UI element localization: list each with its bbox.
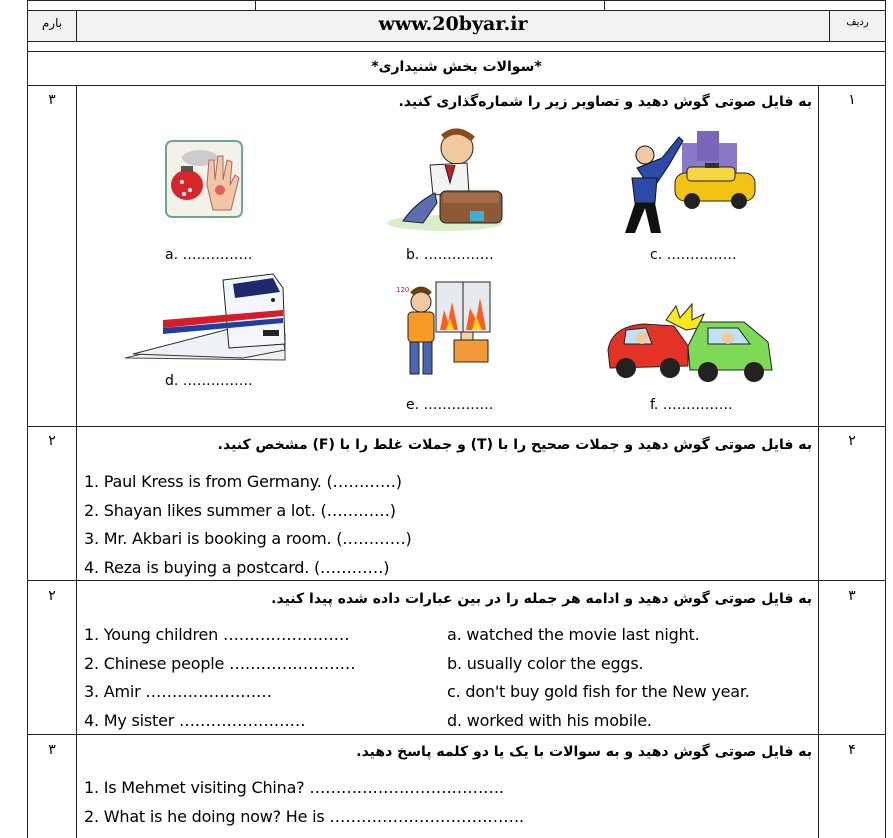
q2-item-2: 2. Shayan likes summer a lot. (…………) — [84, 501, 396, 520]
q3-score: ۲ — [48, 588, 56, 604]
pic-b-label: b. …………… — [406, 247, 494, 263]
man-calling-taxi-icon — [617, 123, 757, 238]
q1-number: ۱ — [848, 92, 856, 108]
q4-item-2: 2. What is he doing now? He is ………………………………. — [84, 807, 524, 826]
q1-score: ۳ — [48, 92, 56, 108]
q3-instruction: به فایل صوتی گوش دهید و ادامه هر جمله را در بین عبارات داده شده پیدا کنید. — [271, 591, 812, 607]
q3-left-2: 2. Chinese people …………………… — [84, 654, 356, 673]
q2-instruction: به فایل صوتی گوش دهید و جملات صحیح را با (T) و جملات غلط را با (F) مشخص کنید. — [217, 437, 812, 453]
man-phoning-fire-icon — [396, 280, 494, 380]
q3-left-3: 3. Amir …………………… — [84, 682, 272, 701]
q3-left-1: 1. Young children …………………… — [84, 625, 350, 644]
q4-item-1: 1. Is Mehmet visiting China? ………………………………. — [84, 778, 504, 797]
q2-score: ۲ — [48, 433, 56, 449]
burned-hand-kettle-icon — [165, 140, 243, 218]
section-title: *سوالات بخش شنیداری* — [371, 59, 542, 75]
q3-right-a: a. watched the movie last night. — [447, 625, 700, 644]
barom-header: بارم — [41, 16, 63, 30]
q2-number: ۲ — [848, 433, 856, 449]
q2-item-3: 3. Mr. Akbari is booking a room. (…………) — [84, 529, 412, 548]
q4-instruction: به فایل صوتی گوش دهید و به سوالات با یک یا دو کلمه پاسخ دهید. — [356, 744, 812, 760]
q1-instruction: به فایل صوتی گوش دهید و تصاویر زیر را شماره‌گذاری کنید. — [398, 94, 812, 110]
pic-f-label: f. …………… — [650, 397, 733, 413]
q3-right-d: d. worked with his mobile. — [447, 711, 652, 730]
q3-number: ۳ — [848, 588, 856, 604]
pic-c-label: c. …………… — [650, 247, 737, 263]
q3-left-4: 4. My sister …………………… — [84, 711, 306, 730]
train-icon — [123, 270, 287, 362]
q3-right-b: b. usually color the eggs. — [447, 654, 644, 673]
pic-d-label: d. …………… — [165, 373, 253, 389]
website-title: www.20byar.ir — [378, 13, 528, 35]
q4-number: ۴ — [848, 742, 856, 758]
pic-a-label: a. …………… — [165, 247, 253, 263]
q2-item-4: 4. Reza is buying a postcard. (…………) — [84, 558, 390, 577]
radif-header: ردیف — [846, 17, 869, 28]
q2-item-1: 1. Paul Kress is from Germany. (…………) — [84, 472, 402, 491]
q4-score: ۳ — [48, 742, 56, 758]
man-packing-suitcase-icon — [385, 123, 510, 235]
svg-text:120: 120 — [396, 286, 410, 294]
car-accident-icon — [604, 300, 776, 388]
q3-right-c: c. don't buy gold fish for the New year. — [447, 682, 750, 701]
pic-e-label: e. …………… — [406, 397, 494, 413]
